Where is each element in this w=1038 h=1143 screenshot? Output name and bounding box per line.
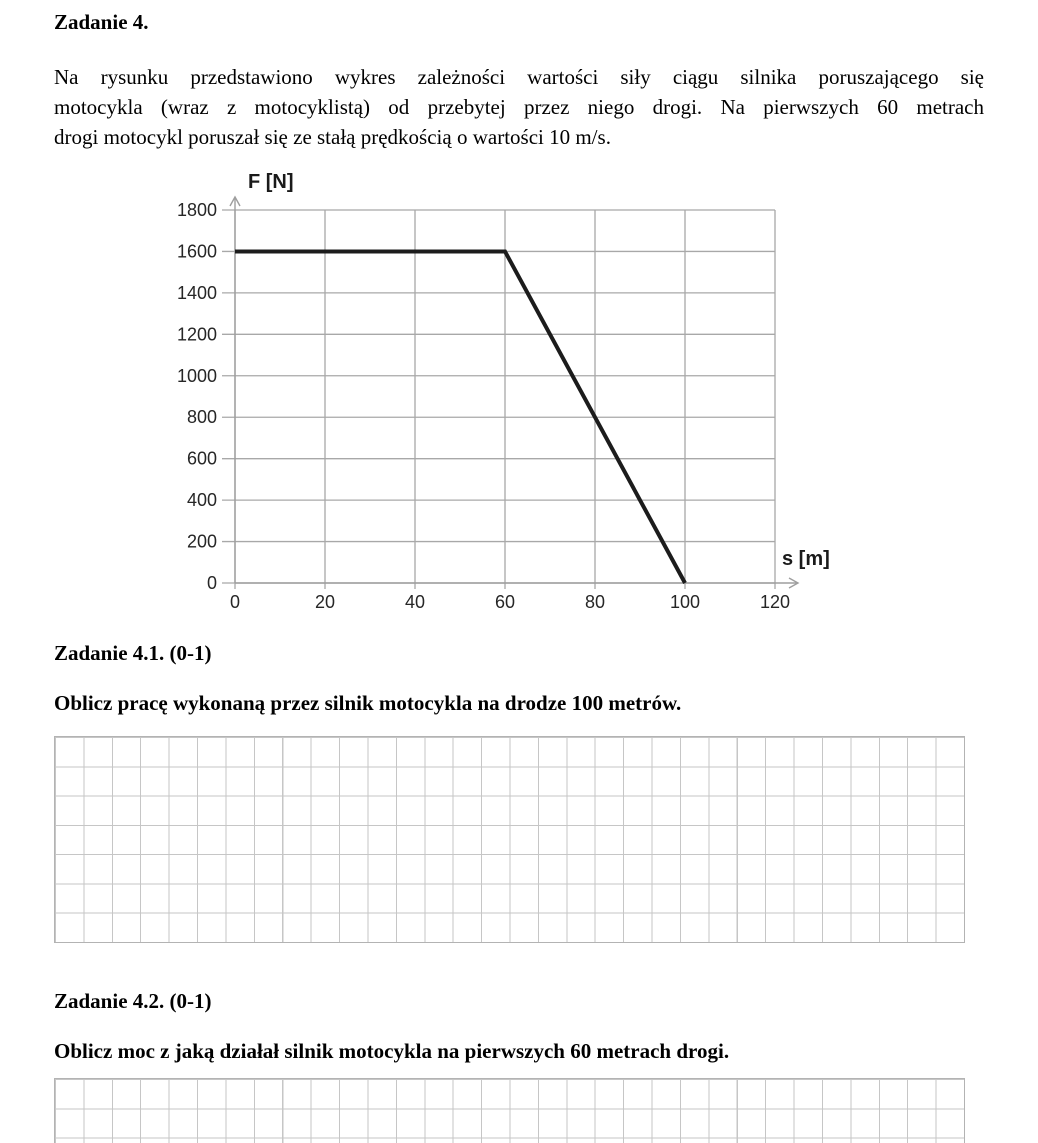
subtask-1-heading: Zadanie 4.1. (0-1) [54,641,212,665]
y-tick-label: 200 [186,531,217,552]
x-tick-label: 60 [494,592,516,612]
intro-line: motocykla (wraz z motocyklistą) od przebytej przez niego drogi. Na pierwszych 60 metrach [54,95,984,119]
x-tick-label: 100 [669,592,701,612]
y-tick-label: 800 [186,407,217,428]
subtask-1-question: Oblicz pracę wykonaną przez silnik motocykla na drodze 100 metrów. [54,691,682,715]
intro-line: drogi motocykl poruszał się ze stałą prędkością o wartości 10 m/s. [54,125,611,149]
chart-axes [230,197,798,588]
task-title: Zadanie 4. [54,10,149,34]
y-tick-label: 1200 [176,324,217,345]
force-distance-chart-canvas [0,170,880,625]
x-tick-label: 120 [759,592,791,612]
task-intro [54,62,984,152]
x-tick-label: 20 [314,592,336,612]
chart-gridlines [222,210,775,589]
y-tick-label: 1000 [176,365,217,386]
x-axis-title: s [m] [782,548,830,570]
subtask-2-question: Oblicz moc z jaką działał silnik motocykla na pierwszych 60 metrach drogi. [54,1039,730,1063]
y-tick-label: 1800 [176,200,217,220]
answer-grid-1 [54,736,965,943]
x-tick-label: 0 [229,592,241,612]
x-tick-label: 80 [584,592,606,612]
y-tick-label: 1400 [176,282,217,303]
x-tick-label: 40 [404,592,426,612]
answer-grid-2 [54,1078,965,1143]
intro-line: Na rysunku przedstawiono wykres zależności wartości siły ciągu silnika poruszającego się [54,65,984,89]
subtask-2-heading: Zadanie 4.2. (0-1) [54,989,212,1013]
chart-tick-labels [177,200,790,612]
y-tick-label: 400 [186,490,217,511]
y-tick-label: 600 [186,448,217,469]
y-axis-title: F [N] [248,171,294,193]
y-tick-label: 1600 [176,241,217,262]
y-tick-label: 0 [206,573,217,593]
force-distance-chart [0,170,880,625]
